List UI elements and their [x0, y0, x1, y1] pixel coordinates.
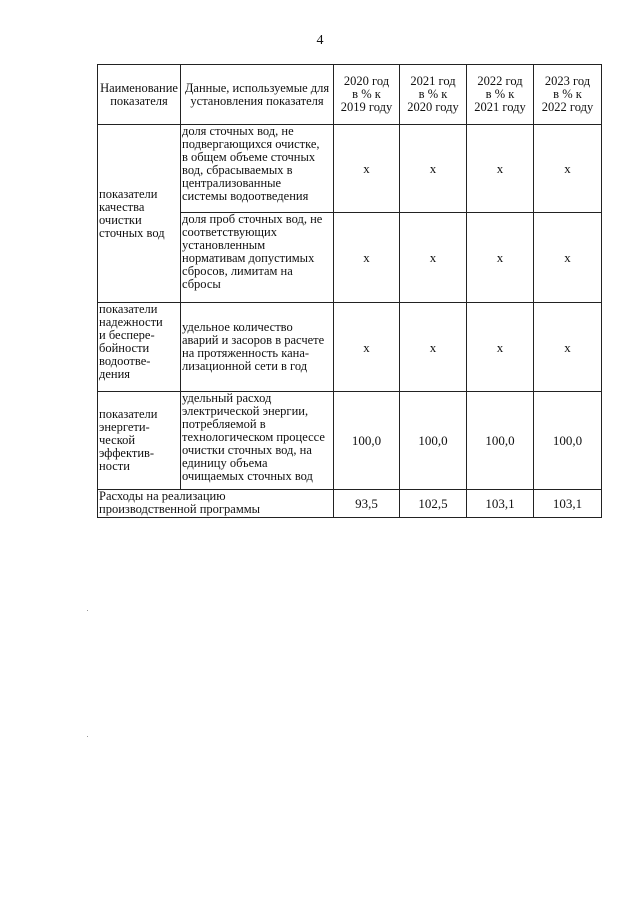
cell-value: х — [467, 125, 534, 213]
table-row — [98, 125, 602, 213]
group-label-energy: показатели энергети- ческой эффектив- ности — [98, 392, 181, 490]
cell-value: х — [334, 125, 400, 213]
table-header-row — [98, 65, 602, 125]
cell-value: х — [467, 213, 534, 303]
indicators-table — [97, 64, 602, 518]
row-description: доля проб сточных вод, не соответствующих установленным нормативам допустимых сбросов, лимитам на сбросы — [181, 213, 334, 303]
header-2022: 2022 год в % к 2021 году — [467, 65, 534, 125]
table-total-row — [98, 490, 602, 518]
cell-value: х — [400, 125, 467, 213]
header-2021: 2021 год в % к 2020 году — [400, 65, 467, 125]
table-row — [98, 392, 602, 490]
header-indicator-name: Наименование показателя — [98, 65, 181, 125]
scan-speck — [87, 610, 88, 611]
cell-value: х — [400, 303, 467, 392]
total-value: 102,5 — [400, 490, 467, 518]
cell-value: 100,0 — [334, 392, 400, 490]
cell-value: х — [534, 213, 602, 303]
scan-speck — [87, 736, 88, 737]
cell-value: х — [534, 125, 602, 213]
row-description: удельное количество аварий и засоров в расчете на протяженность кана- лизационной сети в год — [181, 303, 334, 392]
header-2023: 2023 год в % к 2022 году — [534, 65, 602, 125]
header-2020: 2020 год в % к 2019 году — [334, 65, 400, 125]
header-data-used: Данные, используемые для установления показателя — [181, 65, 334, 125]
cell-value: х — [334, 303, 400, 392]
table-row — [98, 303, 602, 392]
cell-value: 100,0 — [400, 392, 467, 490]
cell-value: 100,0 — [467, 392, 534, 490]
total-value: 93,5 — [334, 490, 400, 518]
page-number: 4 — [316, 33, 324, 48]
cell-value: 100,0 — [534, 392, 602, 490]
cell-value: х — [400, 213, 467, 303]
row-description: доля сточных вод, не подвергающихся очистке, в общем объеме сточных вод, сбрасываемых в централизованные системы водоотведения — [181, 125, 334, 213]
group-label-quality: показатели качества очистки сточных вод — [98, 125, 181, 303]
total-label: Расходы на реализацию производственной программы — [98, 490, 334, 518]
cell-value: х — [334, 213, 400, 303]
group-label-reliability: показатели надежности и беспере- бойности водоотве- дения — [98, 303, 181, 392]
total-value: 103,1 — [534, 490, 602, 518]
row-description: удельный расход электрической энергии, потребляемой в технологическом процессе очистки сточных вод, на единицу объема очищаемых сточных вод — [181, 392, 334, 490]
total-value: 103,1 — [467, 490, 534, 518]
cell-value: х — [467, 303, 534, 392]
cell-value: х — [534, 303, 602, 392]
